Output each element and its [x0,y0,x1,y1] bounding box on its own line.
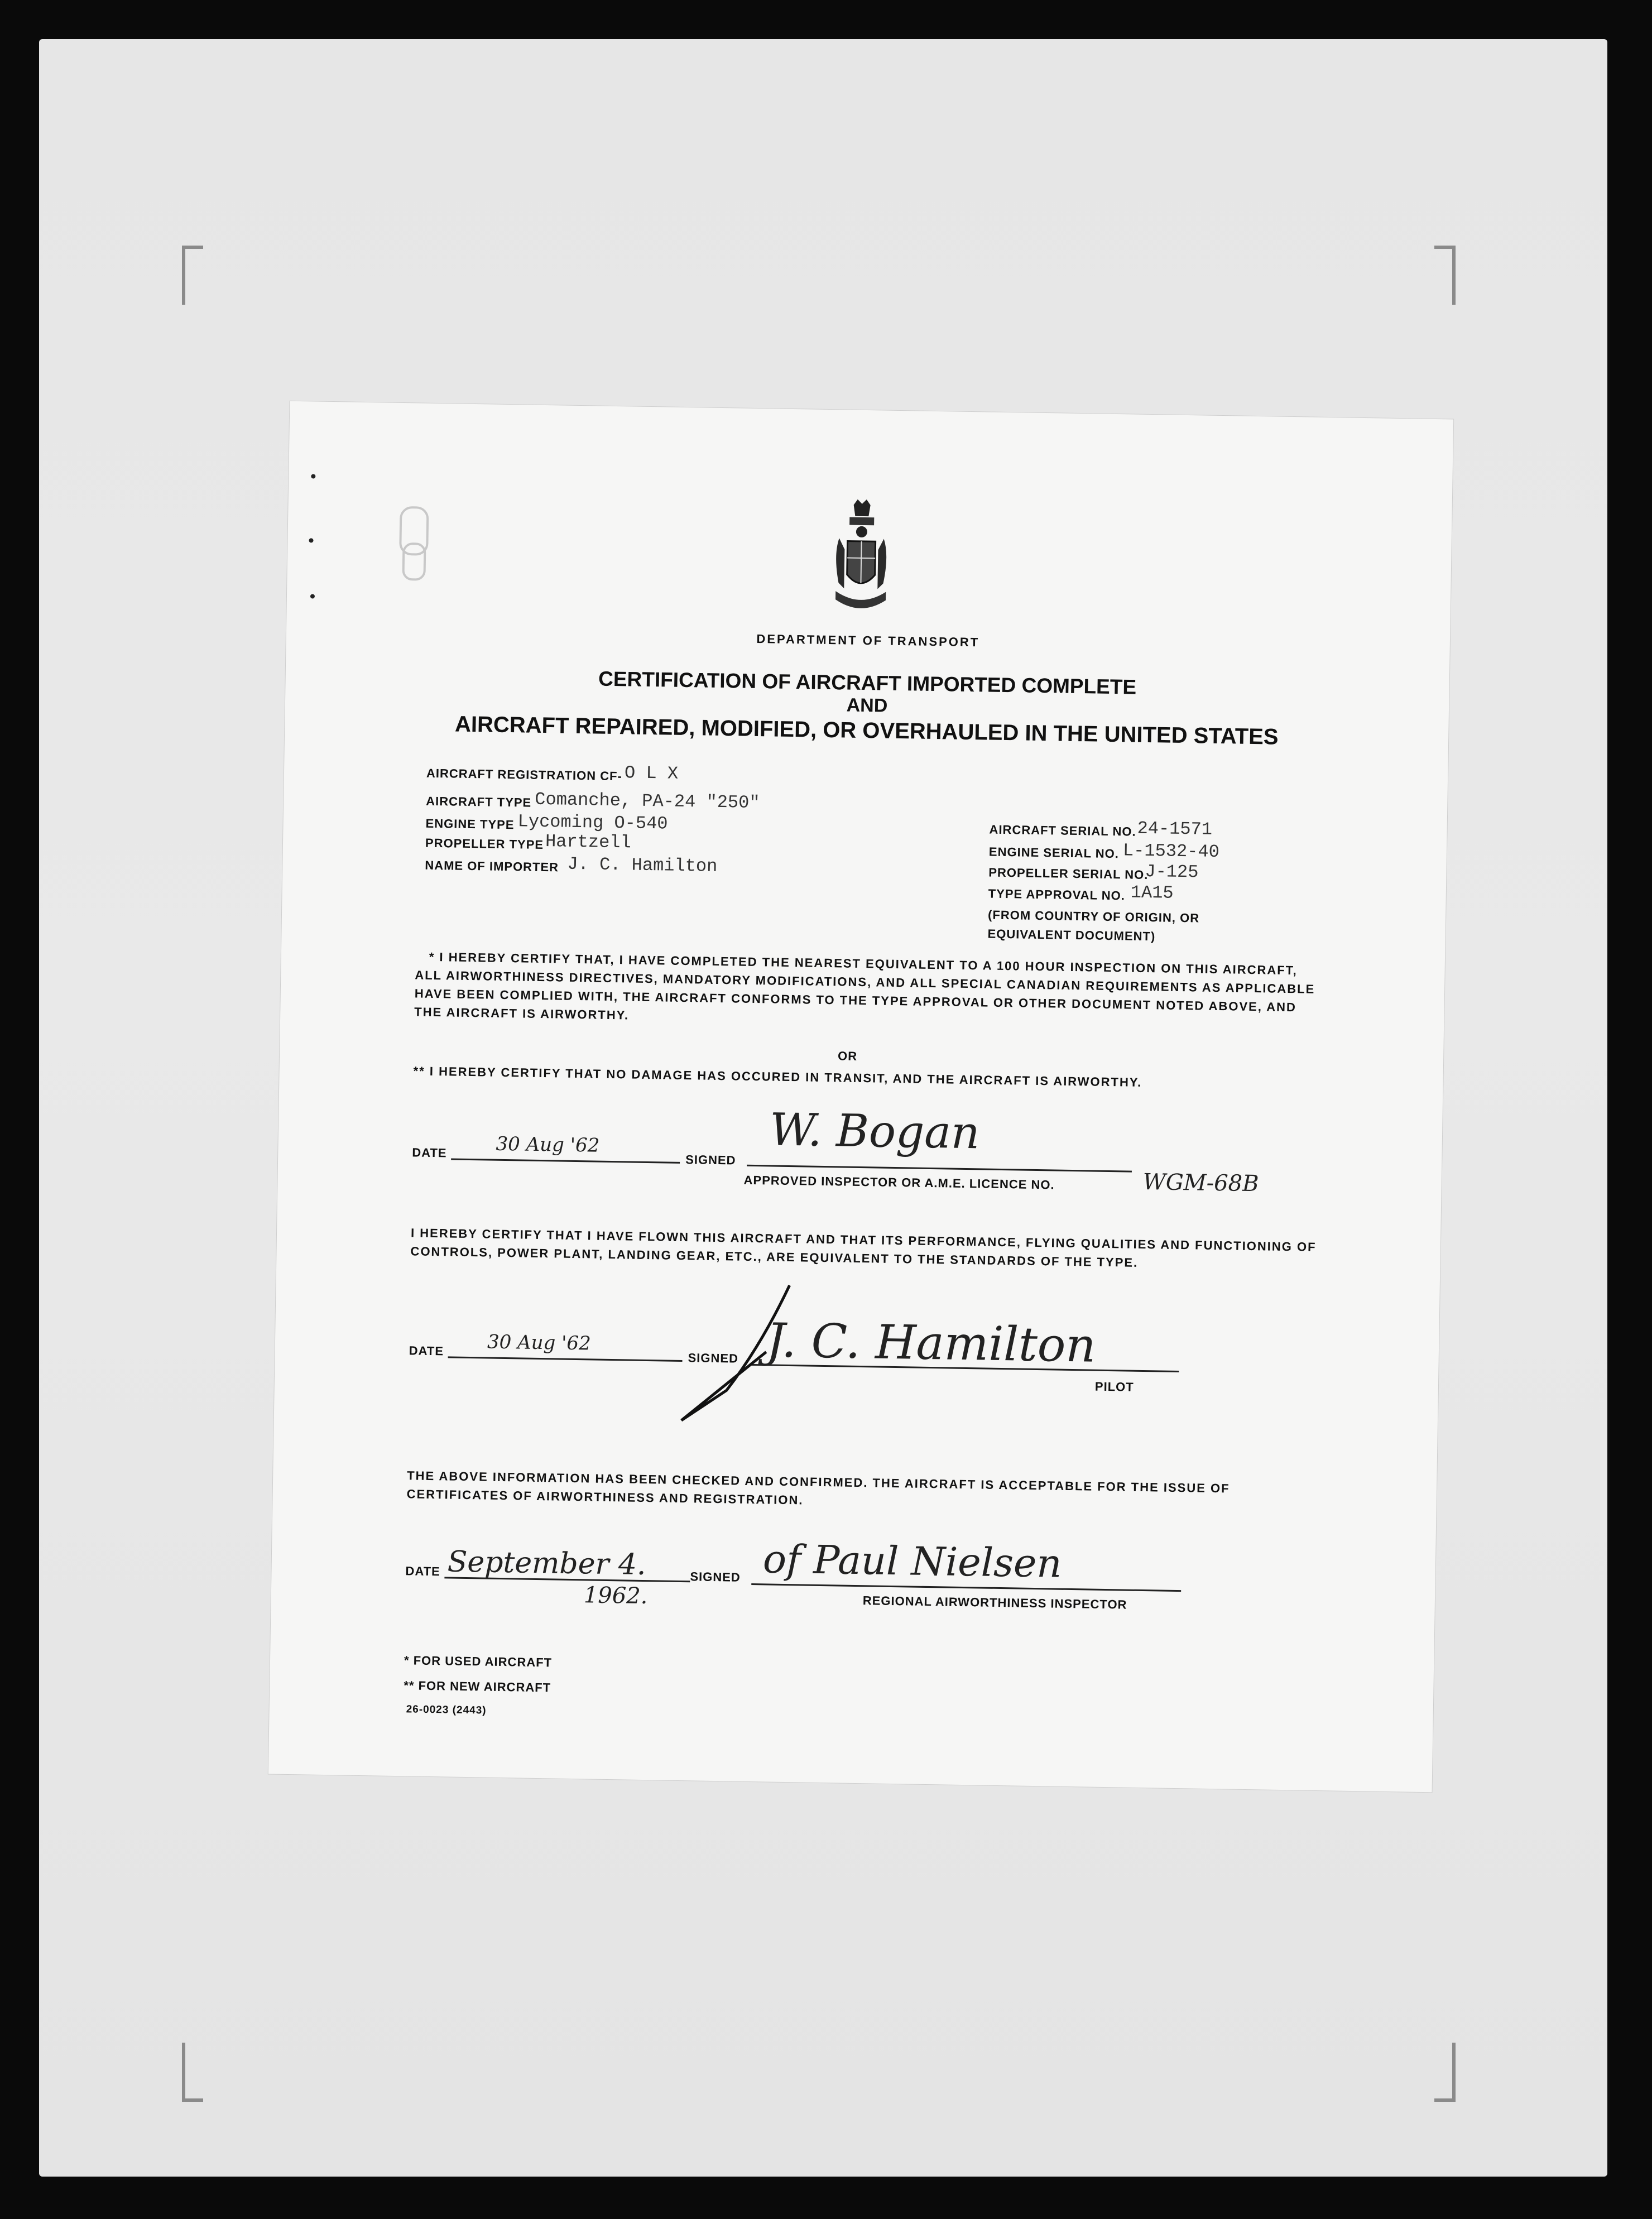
regional-date-value-1: September 4. [447,1545,646,1582]
or-separator: OR [837,1049,858,1063]
pilot-signature: J. C. Hamilton [766,1313,1097,1373]
licence-number: WGM-68B [1142,1169,1259,1197]
used-aircraft-note: * FOR USED AIRCRAFT [404,1653,553,1670]
pilot-date-value: 30 Aug '62 [487,1331,592,1355]
regional-caption: REGIONAL AIRWORTHINESS INSPECTOR [862,1593,1127,1612]
department-name: DEPARTMENT OF TRANSPORT [756,631,980,650]
propeller-type-label: PROPELLER TYPE [425,835,544,852]
crop-mark-bottom-right [1434,2043,1456,2102]
aircraft-type-value: Comanche, PA-24 "250" [535,789,760,814]
crop-mark-bottom-left [182,2043,203,2102]
coat-of-arms-icon [821,499,901,620]
new-aircraft-certification: ** I HEREBY CERTIFY THAT NO DAMAGE HAS OCCURED IN TRANSIT, AND THE AIRCRAFT IS AIRWORTHY. [413,1064,1142,1089]
aircraft-serial-value: 24-1571 [1137,818,1213,840]
punch-dot [309,538,313,542]
regional-date-value-2: 1962. [583,1582,648,1610]
form-number: 26-0023 (2443) [406,1703,487,1717]
engine-type-label: ENGINE TYPE [425,816,515,832]
regional-confirmation: THE ABOVE INFORMATION HAS BEEN CHECKED AND CONFIRMED. THE AIRCRAFT IS ACCEPTABLE FOR THE ISSUE OF CERTIFICATES OF AIRWORTHINESS AND REGISTRATION. [406,1468,1230,1507]
engine-type-value: Lycoming O-540 [517,811,668,834]
used-aircraft-certification: * I HEREBY CERTIFY THAT, I HAVE COMPLETED THE NEAREST EQUIVALENT TO A 100 HOUR INSPECTION ON THIS AIRCRAFT, ALL AIRWORTHINESS DIRECTIVES, MANDATORY MODIFICATIONS, AND ALL SPECIAL CANADIAN REQUIREMENTS AS APPLICABLE HAVE BEEN COMPLIED WITH, THE AIRCRAFT CONFORMS TO THE TYPE APPROVAL OR OTHER DOCUMENT NOTED ABOVE, AND THE AIRCRAFT IS AIRWORTHY. [414,949,1315,1022]
type-approval-label: TYPE APPROVAL NO. [988,886,1126,903]
pilot-caption: PILOT [1094,1379,1134,1394]
pilot-signed-label: SIGNED [688,1351,739,1366]
origin-note-line-2: EQUIVALENT DOCUMENT) [987,926,1156,944]
propeller-serial-value: J-125 [1145,861,1199,883]
propeller-type-value: Hartzell [545,831,632,853]
punch-dot [310,594,315,598]
paper-clip-mark-lower [402,542,426,581]
engine-serial-label: ENGINE SERIAL NO. [988,844,1120,861]
punch-dot [311,474,315,478]
inspector-date-value: 30 Aug '62 [496,1132,600,1157]
importer-label: NAME OF IMPORTER [425,858,559,875]
certificate-document [268,401,1453,1792]
inspector-signed-label: SIGNED [685,1152,736,1168]
inspector-date-label: DATE [412,1145,447,1160]
title-line-1: CERTIFICATION OF AIRCRAFT IMPORTED COMPLETE [598,667,1137,699]
regional-signed-label: SIGNED [690,1569,741,1584]
title-line-2: AND [846,694,888,717]
engine-serial-value: L-1532-40 [1122,840,1220,863]
aircraft-serial-label: AIRCRAFT SERIAL NO. [989,822,1136,839]
crop-mark-top-right [1434,246,1456,305]
inspector-signature: W. Bogan [769,1103,981,1159]
new-aircraft-note: ** FOR NEW AIRCRAFT [404,1678,551,1695]
type-approval-value: 1A15 [1130,882,1174,904]
inspector-caption: APPROVED INSPECTOR OR A.M.E. LICENCE NO. [743,1173,1055,1192]
regional-signature: of Paul Nielsen [762,1536,1063,1587]
crop-mark-top-left [182,246,203,305]
propeller-serial-label: PROPELLER SERIAL NO. [988,865,1149,882]
registration-label: AIRCRAFT REGISTRATION CF- [426,766,623,784]
origin-note-line-1: (FROM COUNTRY OF ORIGIN, OR [987,907,1200,925]
inspector-signature-line [747,1165,1132,1173]
importer-value: J. C. Hamilton [567,853,718,877]
pilot-date-label: DATE [409,1343,444,1358]
pilot-certification: I HEREBY CERTIFY THAT I HAVE FLOWN THIS AIRCRAFT AND THAT ITS PERFORMANCE, FLYING QUALITIES AND FUNCTIONING OF CONTROLS, POWER PLANT, LANDING GEAR, ETC., ARE EQUIVALENT TO THE STANDARDS OF THE TYPE. [410,1226,1317,1270]
title-line-3: AIRCRAFT REPAIRED, MODIFIED, OR OVERHAULED IN THE UNITED STATES [454,712,1279,750]
pilot-date-line [448,1356,683,1362]
aircraft-type-label: AIRCRAFT TYPE [426,794,532,810]
regional-date-label: DATE [405,1564,441,1579]
registration-value: O L X [624,762,679,784]
inspector-date-line [451,1158,680,1163]
